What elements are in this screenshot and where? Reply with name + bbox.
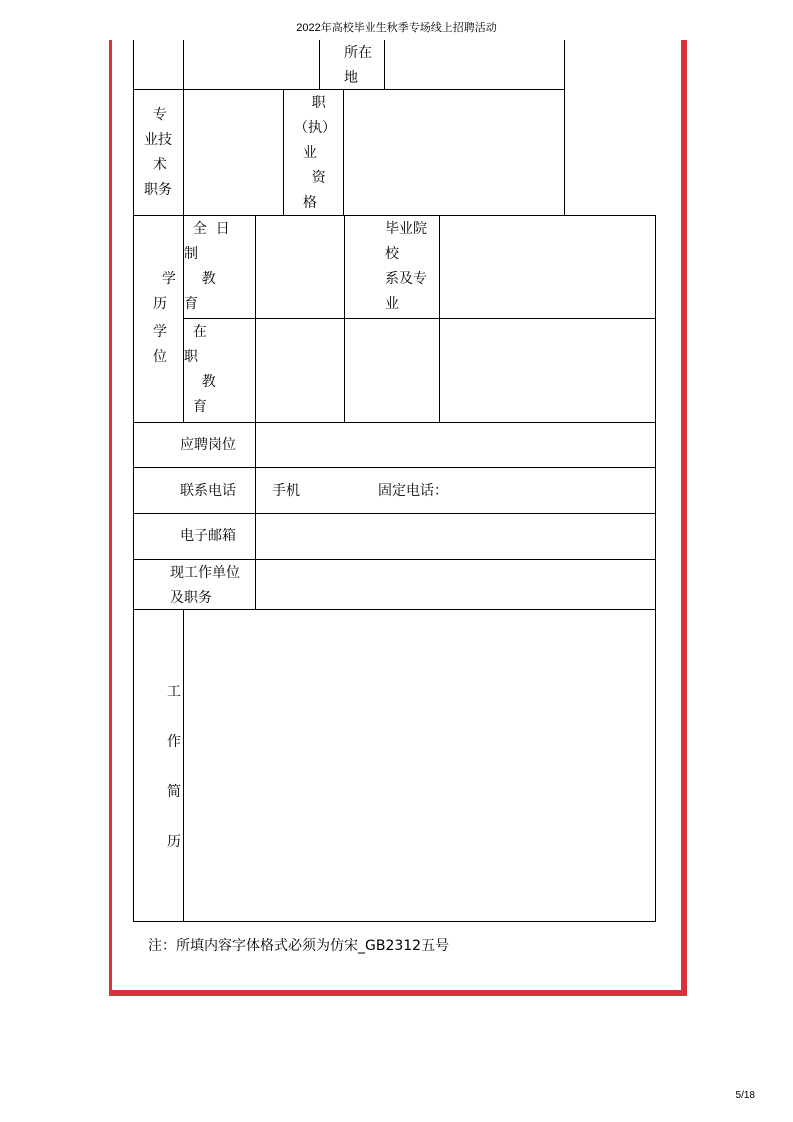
grid-line (133, 215, 655, 216)
phone-field[interactable] (256, 468, 654, 512)
tech-title-label: 专 业技 术 职务 (144, 107, 172, 198)
email-label: 电子邮箱 (180, 528, 236, 544)
resume-label: 工 作 简 历 (167, 684, 181, 850)
grid-line (283, 89, 284, 215)
red-border-right (681, 40, 687, 996)
school-major-label: 毕业院 校 系及专 业 (385, 221, 427, 312)
format-note: 注：所填内容字体格式必须为仿宋_GB2312五号 (148, 938, 450, 954)
qualification-label: 职 （执） 业 资 格 (294, 95, 336, 211)
grid-line (564, 40, 565, 215)
grid-line (183, 89, 184, 215)
employer-label: 现工作单位 及职务 (170, 565, 240, 606)
table-border-right (655, 215, 656, 922)
grid-line (183, 40, 184, 89)
table-border-left (133, 40, 134, 922)
red-border-left (109, 40, 112, 994)
email-field[interactable] (256, 514, 654, 558)
page-number: 5/18 (735, 1090, 755, 1101)
page-header: 2022年高校毕业生秋季专场线上招聘活动 (296, 22, 497, 34)
fulltime-education-label: 全 日 制 教 育 (184, 221, 230, 312)
grid-line (384, 40, 385, 89)
grid-line (343, 89, 344, 215)
mobile-label: 手机 (272, 483, 300, 499)
grid-line (319, 40, 320, 89)
location-label: 所在 地 (344, 45, 372, 86)
table-border-bottom (133, 921, 656, 922)
degree-label: 学 位 (153, 324, 167, 365)
parttime-education-label: 在 职 教 育 (184, 324, 216, 415)
grid-line (183, 318, 655, 319)
employer-field[interactable] (256, 560, 654, 608)
education-label: 学 历 (153, 271, 176, 312)
resume-field[interactable] (184, 610, 654, 920)
position-field[interactable] (256, 423, 654, 466)
red-border-bottom (109, 990, 687, 996)
phone-label: 联系电话 (180, 483, 236, 499)
landline-label: 固定电话： (378, 483, 448, 499)
position-label: 应聘岗位 (180, 437, 236, 453)
